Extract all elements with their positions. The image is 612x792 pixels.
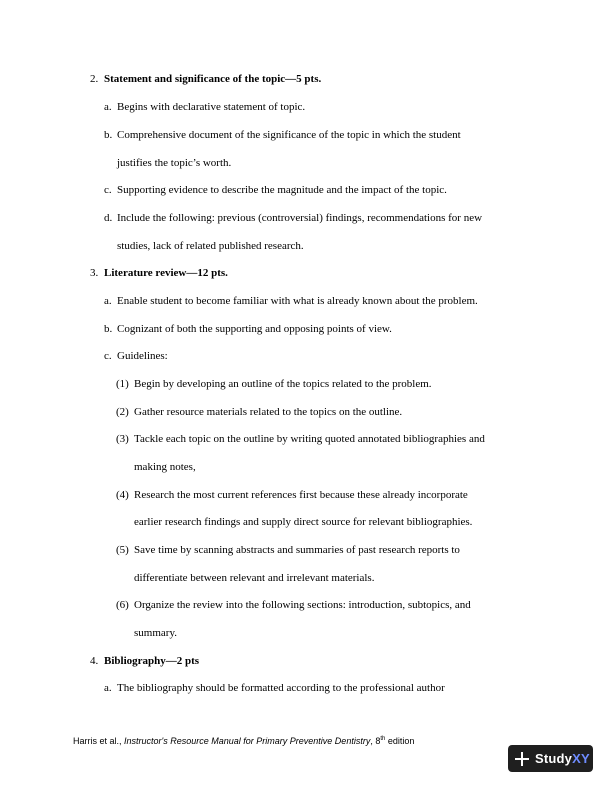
footer-edition-number: , 8: [370, 736, 381, 746]
list-item-continuation: summary.: [134, 627, 177, 639]
studyxy-logo[interactable]: [508, 745, 593, 772]
list-marker: (3): [116, 433, 129, 445]
list-item-continuation: earlier research findings and supply direct source for relevant bibliographies.: [134, 516, 473, 528]
list-item: Comprehensive document of the significance of the topic in which the student: [117, 129, 461, 141]
list-item: Research the most current references first because these already incorporate: [134, 489, 468, 501]
list-marker: b.: [104, 129, 113, 141]
logo-text-accent: XY: [572, 751, 590, 766]
section-heading-literature: Literature review—12 pts.: [104, 267, 228, 279]
list-marker: (2): [116, 406, 129, 418]
list-marker: c.: [104, 350, 112, 362]
list-marker: (1): [116, 378, 129, 390]
list-item: Include the following: previous (controversial) findings, recommendations for new: [117, 212, 483, 224]
list-marker: a.: [104, 101, 112, 113]
footer-edition-superscript: th: [380, 736, 386, 742]
list-marker: a.: [104, 295, 112, 307]
footer-authors: Harris et al.,: [73, 736, 125, 746]
list-item: The bibliography should be formatted according to the professional author: [117, 682, 445, 694]
list-marker: 3.: [90, 267, 99, 279]
list-marker: (5): [116, 544, 129, 556]
section-heading-bibliography: Bibliography—2 pts: [104, 655, 200, 667]
list-item: Save time by scanning abstracts and summaries of past research reports to: [134, 544, 460, 556]
list-item: Gather resource materials related to the topics on the outline.: [134, 406, 403, 418]
list-item: Guidelines:: [117, 350, 168, 362]
list-item: Cognizant of both the supporting and opposing points of view.: [117, 323, 392, 335]
list-item: Supporting evidence to describe the magnitude and the impact of the topic.: [117, 184, 447, 196]
list-item: Tackle each topic on the outline by writing quoted annotated bibliographies and: [134, 433, 485, 445]
list-marker: c.: [104, 184, 112, 196]
list-item: Organize the review into the following sections: introduction, subtopics, and: [134, 599, 471, 611]
list-item: Begins with declarative statement of topic.: [117, 101, 306, 113]
list-marker: 4.: [90, 655, 99, 667]
list-item-continuation: justifies the topic’s worth.: [117, 157, 232, 169]
list-item-continuation: studies, lack of related published research.: [117, 240, 304, 252]
list-marker: (6): [116, 599, 129, 611]
list-marker: b.: [104, 323, 113, 335]
list-marker: (4): [116, 489, 129, 501]
logo-wordmark: [535, 751, 590, 766]
list-item: Enable student to become familiar with what is already known about the problem.: [117, 295, 478, 307]
footer-edition-suffix: edition: [385, 736, 415, 746]
list-marker: a.: [104, 682, 112, 694]
plus-icon: [515, 752, 529, 766]
list-item-continuation: differentiate between relevant and irrelevant materials.: [134, 572, 375, 584]
page-footer: [73, 735, 414, 747]
section-heading-statement: Statement and significance of the topic—5 pts.: [104, 73, 322, 85]
list-marker: d.: [104, 212, 113, 224]
list-item-continuation: making notes,: [134, 461, 196, 473]
list-marker: 2.: [90, 73, 99, 85]
footer-book-title: Instructor's Resource Manual for Primary Preventive Dentistry: [124, 736, 371, 746]
logo-text-main: Study: [535, 751, 573, 766]
list-item: Begin by developing an outline of the topics related to the problem.: [134, 378, 432, 390]
